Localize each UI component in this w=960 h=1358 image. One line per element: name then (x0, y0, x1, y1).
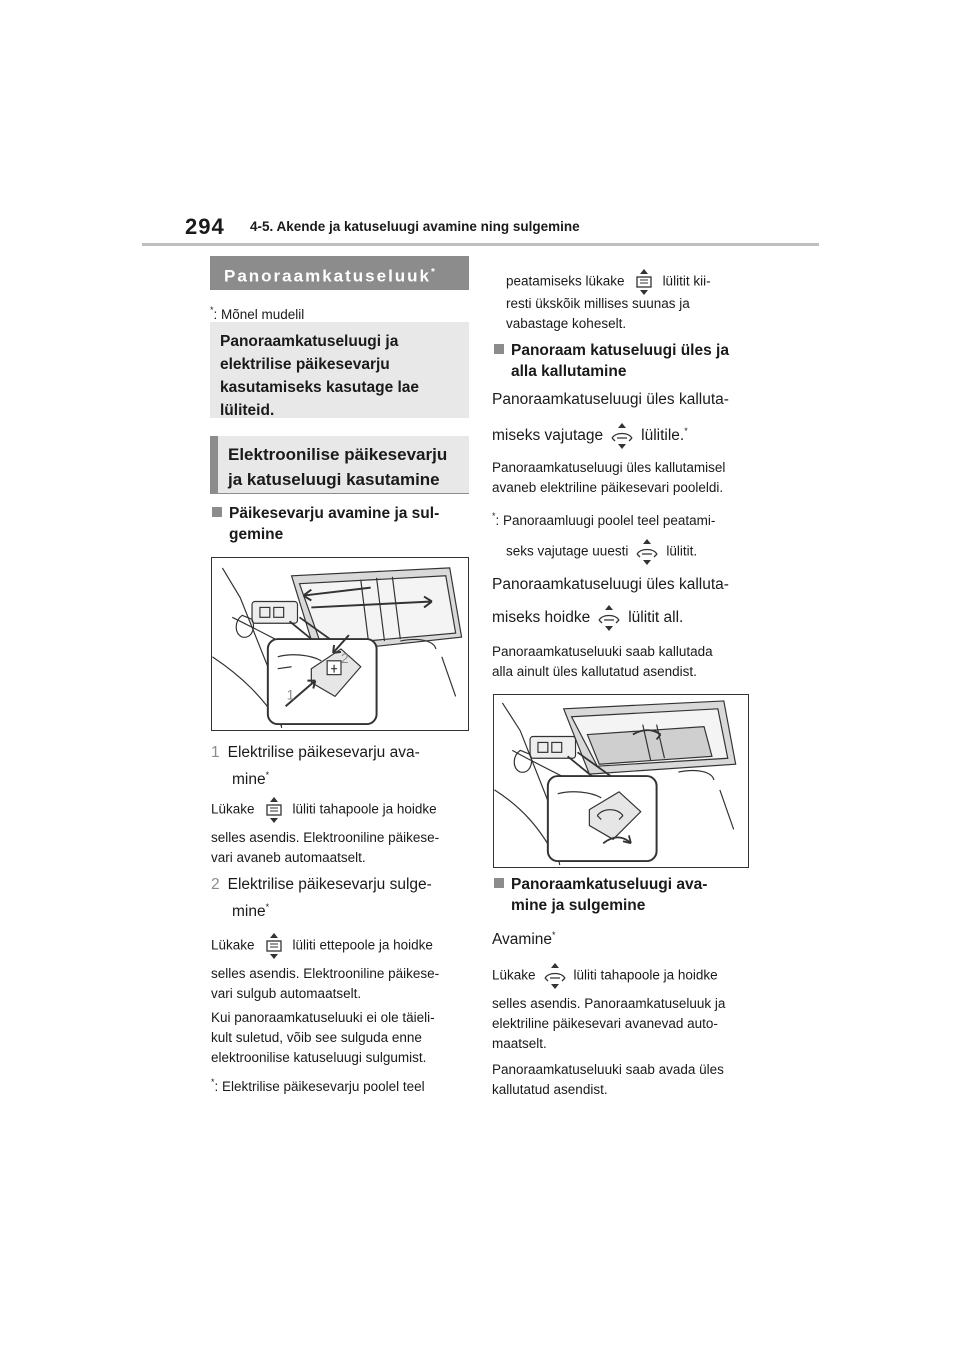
step1-desc-rest: lüliti tahapoole ja hoidke (292, 801, 437, 817)
tilt-up-line1: Panoraamkatuseluugi üles kalluta- (492, 391, 729, 408)
tilt-down-rest: lülitit all. (628, 609, 684, 627)
note-line2: kult suletud, võib see sulguda enne (211, 1030, 422, 1045)
shade-switch-icon (261, 796, 287, 824)
header-rule (142, 243, 819, 246)
cont-line1 (506, 268, 711, 296)
open-label (492, 924, 556, 951)
tilt-down-note2: alla ainult üles kallutatud asendist. (492, 664, 697, 679)
section-title-text: Panoraamkatuseluuk (224, 266, 432, 286)
tilt-up-asterisk: * (684, 426, 688, 436)
info-box-text: Panoraamkatuseluugi ja elektrilise päikesevarju kasutamiseks kasutage lae lüliteid. (220, 333, 420, 419)
tilt-down-hold: miseks hoidke (492, 609, 591, 627)
shade-switch-drawing (212, 558, 468, 730)
tilt-switch-illustration (493, 694, 749, 868)
tilt-up-note1: Panoraamkatuseluugi üles kallutamisel (492, 460, 726, 475)
info-box (210, 322, 469, 418)
cont-rest: lülitit kii- (662, 273, 711, 289)
heading-roof (494, 874, 707, 896)
step1-title-line2: mine (232, 771, 266, 788)
footnote-models-text: : Mõnel mudelil (213, 307, 305, 322)
tilt-up-note2: avaneb elektriline päikesevari pooleldi. (492, 480, 724, 495)
step2-desc-line2: selles asendis. Elektrooniline päikese- (211, 966, 440, 981)
figure-label-2: 2 (340, 649, 349, 666)
cont-line2: resti ükskõik millises suunas ja (506, 296, 690, 311)
step2-title-cont (232, 896, 269, 923)
open-desc-push: Lükake (492, 967, 536, 983)
tilt-down-line1: Panoraamkatuseluugi üles kalluta- (492, 576, 729, 593)
footnote-tilt-asterisk: * (492, 511, 496, 521)
tilt-switch-icon (609, 422, 635, 450)
heading-roof-line1: Panoraamkatuseluugi ava- (511, 876, 708, 893)
tilt-up-press: miseks vajutage (492, 427, 604, 444)
heading-shade (212, 503, 439, 525)
footnote-shade-asterisk: * (211, 1077, 215, 1087)
footnote-tilt-line2 (506, 538, 697, 566)
square-bullet-icon (212, 507, 222, 517)
step2-asterisk: * (265, 902, 270, 912)
step2-desc-push: Lükake (211, 937, 255, 953)
step1-desc-line1 (211, 796, 437, 824)
step2-title-line2: mine (232, 903, 266, 920)
step2-desc-line3: vari sulgub automaatselt. (211, 986, 362, 1001)
open-desc-rest: lüliti tahapoole ja hoidke (573, 967, 718, 983)
step2-number: 2 (211, 876, 220, 893)
shade-switch-icon (631, 268, 657, 296)
open-desc-line2: selles asendis. Panoraamkatuseluuk ja (492, 996, 726, 1011)
footnote-tilt-text: : Panoraamluugi poolel teel peatami- (495, 513, 716, 528)
step1-desc-line3: vari avaneb automaatselt. (211, 850, 366, 865)
footnote-tilt-line1 (492, 506, 715, 531)
heading-tilt-line1: Panoraam katuseluugi üles ja (511, 342, 729, 359)
footnote-shade-text: : Elektrilise päikesevarju poolel teel (214, 1079, 425, 1094)
cont-line3: vabastage koheselt. (506, 316, 627, 331)
cont-push: peatamiseks lükake (506, 273, 625, 289)
footnote-shade (211, 1072, 425, 1097)
note-line3: elektroonilise katuseluugi sulgumist. (211, 1050, 427, 1065)
chapter-title: 4-5. Akende ja katuseluugi avamine ning sulgemine (250, 219, 580, 234)
heading-roof-cont (511, 895, 645, 917)
open-desc-line3: elektriline päikesevari avanevad auto- (492, 1016, 718, 1031)
footnote-tilt-rest: lülitit. (666, 543, 698, 559)
open-note-line2: kallutatud asendist. (492, 1082, 608, 1097)
step1-title (211, 742, 420, 764)
tilt-down-line2 (492, 604, 683, 632)
open-desc-line1 (492, 962, 718, 990)
step1-asterisk: * (265, 770, 270, 780)
figure-label-1: 1 (286, 686, 295, 703)
step1-title-cont (232, 764, 269, 791)
sub-heading-text: Elektroonilise päikesevarju ja katuseluugi kasutamine (228, 445, 448, 489)
sub-heading-box (210, 436, 469, 494)
heading-shade-line2: gemine (229, 526, 284, 543)
shade-switch-icon (261, 932, 287, 960)
open-desc-line4: maatselt. (492, 1036, 547, 1051)
heading-tilt-line2: alla kallutamine (511, 363, 627, 380)
heading-tilt-cont (511, 361, 626, 383)
square-bullet-icon (494, 878, 504, 888)
step1-desc-push: Lükake (211, 801, 255, 817)
step2-title (211, 874, 432, 896)
page-number: 294 (185, 214, 225, 239)
tilt-switch-drawing (494, 695, 748, 867)
step1-title-line1: Elektrilise päikesevarju ava- (227, 744, 420, 761)
tilt-switch-icon (542, 962, 568, 990)
heading-roof-line2: mine ja sulgemine (511, 897, 646, 914)
heading-shade-line1: Päikesevarju avamine ja sul- (229, 505, 440, 522)
tilt-switch-icon (634, 538, 660, 566)
open-label-text: Avamine (492, 931, 553, 948)
square-bullet-icon (494, 344, 504, 354)
heading-tilt (494, 340, 729, 362)
footnote-tilt-press: seks vajutage uuesti (506, 543, 629, 559)
shade-switch-illustration (211, 557, 469, 731)
step2-desc-rest: lüliti ettepoole ja hoidke (292, 937, 433, 953)
tilt-down-note1: Panoraamkatuseluuki saab kallutada (492, 644, 713, 659)
open-label-asterisk: * (552, 930, 556, 940)
section-title (210, 256, 469, 290)
footnote-asterisk: * (210, 305, 214, 315)
step1-number: 1 (211, 744, 220, 761)
note-line1: Kui panoraamkatuseluuki ei ole täieli- (211, 1010, 435, 1025)
tilt-switch-icon (596, 604, 622, 632)
tilt-up-line2 (492, 420, 688, 450)
open-note-line1: Panoraamkatuseluuki saab avada üles (492, 1062, 724, 1077)
step2-title-line1: Elektrilise päikesevarju sulge- (227, 876, 432, 893)
step2-desc-line1 (211, 932, 433, 960)
heading-shade-cont (229, 524, 283, 546)
section-title-asterisk: * (431, 267, 437, 278)
tilt-up-rest: lülitile. (641, 427, 685, 444)
step1-desc-line2: selles asendis. Elektrooniline päikese- (211, 830, 440, 845)
